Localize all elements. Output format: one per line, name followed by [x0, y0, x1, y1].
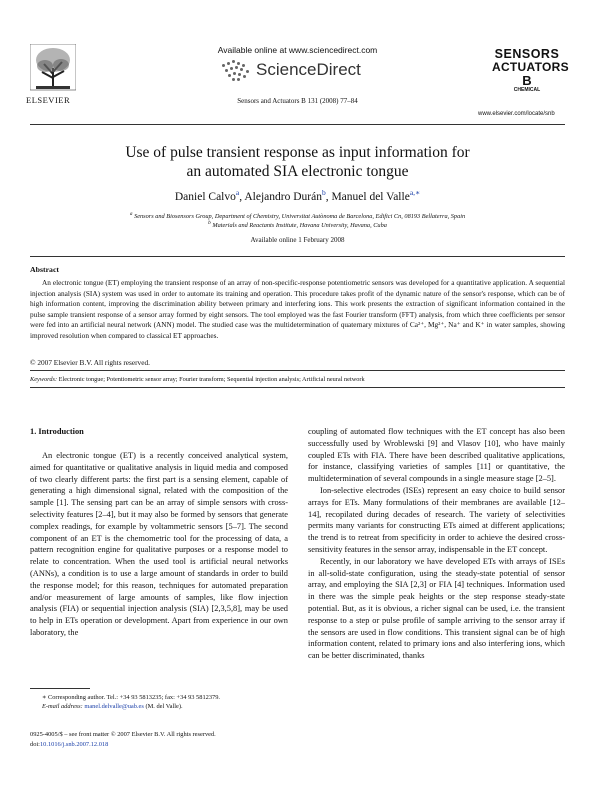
section-heading: 1. Introduction	[30, 427, 84, 436]
email-label: E-mail address:	[42, 703, 83, 710]
affiliation-text: Materials and Reactants Institute, Havana University, Havana, Cuba	[212, 222, 387, 230]
journal-logo	[492, 47, 569, 106]
paragraph: Ion-selective electrodes (ISEs) represent an easy choice to build sensor arrays for ETs. Many formulations of their membranes are available [12–14], recopilated during decades of research. The variety of selectivities permits many variants for constructing ETs aimed at different applications; the trend is to retreat from specificity in order to achieve the desired cross-sensitivity features in the sensor array, indispensable in the ET concept.	[308, 485, 565, 554]
left-column	[30, 450, 288, 639]
right-column	[308, 426, 565, 662]
sciencedirect-wordmark: ScienceDirect	[256, 60, 361, 79]
title-line-2: an automated SIA electronic tongue	[186, 163, 409, 180]
journal-citation: Sensors and Actuators B 131 (2008) 77–84	[237, 97, 358, 105]
journal-logo-line2: ACTUATORS	[492, 60, 569, 74]
sciencedirect-logo[interactable]	[222, 58, 392, 84]
author-affil-sup[interactable]: a,∗	[409, 188, 421, 197]
keywords	[30, 376, 570, 383]
email-link[interactable]: manel.delvalle@uab.es	[84, 703, 144, 710]
keywords-text: Electronic tongue; Potentiometric sensor array; Fourier transform; Sequential injection analysis; Artificial neural network	[58, 376, 365, 383]
issn-line: 0925-4005/$ – see front matter © 2007 Elsevier B.V. All rights reserved.	[30, 731, 216, 738]
email-suffix: (M. del Valle).	[145, 703, 183, 710]
abstract-bottom-rule	[30, 387, 565, 388]
affiliation-text: Sensors and Biosensors Group, Department of Chemistry, Universitat Autònoma de Barcelona, Edifici Cn, 08193 Bellaterra, Spain	[134, 213, 466, 221]
abstract-top-rule	[30, 256, 565, 257]
author-affil-sup[interactable]: b	[321, 188, 326, 197]
keywords-label: Keywords:	[30, 376, 58, 383]
affiliation	[0, 211, 595, 220]
doi-link[interactable]: 10.1016/j.snb.2007.12.018	[39, 740, 109, 748]
abstract-copyright: © 2007 Elsevier B.V. All rights reserved.	[30, 358, 150, 367]
doi-label: doi:	[30, 740, 40, 748]
journal-logo-line1: SENSORS	[494, 47, 560, 61]
abstract-mid-rule	[30, 370, 565, 371]
author-list: Daniel Calvo$^a$, Alejandro Durán$^b$, Manuel del Valle$^{a,∗}$	[174, 188, 421, 203]
paragraph: An electronic tongue (ET) is a recently conceived analytical system, aimed for quantitative or qualitative analysis in liquid media and composed of two clearly different parts: the first part is a sensing element, capable of generating a high dimensional signal, related with the composition of the sample [1]. The sensing part can be an array of simple sensors with cross-selectivity features [2–4], but it may also be formed by sensors that generate complex readings, for example by voltammetric sensors [5–7]. The second component of an ET is the chemometric tool for the processing of data, a pattern recognition engine for qualitative purposes or a response model to relate to concentration. When the used tool is artificial neural networks (ANNs), a condition is to use a large amount of standards in order to build the response model; for this reason, techniques for automated preparation and/or measurement of large amounts of samples, like flow injection analysis (FIA) or sequential injection analysis (SIA) [2,3,5,8], may be used to help in ETs operation or development. Apart from experience in our own laboratory, the	[30, 451, 288, 637]
email-line	[30, 702, 288, 711]
elsevier-tree-icon	[30, 44, 76, 96]
author-affil-sup[interactable]: a	[235, 188, 240, 197]
publisher-name: ELSEVIER	[26, 95, 71, 105]
footnote	[30, 693, 288, 711]
author-name: Manuel del Valle	[331, 190, 410, 203]
corresponding-author-note: ∗ Corresponding author. Tel.: +34 93 5813235; fax: +34 93 5812379.	[42, 694, 221, 701]
journal-logo-line3: B	[522, 73, 532, 88]
title-line-1: Use of pulse transient response as input information for	[125, 144, 470, 161]
paragraph: Recently, in our laboratory we have developed ETs with arrays of ISEs in all-solid-state configuration, using the steady-state potential of sensor array, and employing the SIA [2,3] or FIA [4] techniques. Information used in there was the simple peak heights or the step response steady-state potential. But, as it is obvious, a richer signal can be used, i.e. the transient response to a step or pulse profile of sample arriving to the sensor array if the sensors are used in flow conditions. This transient signal can be of high information content, related to primary ions and also interfering ions, which can be better discriminated, thanks	[308, 556, 565, 661]
abstract-text: An electronic tongue (ET) employing the transient response of an array of non-specific-response potentiometric sensors was developed for a quantitative application. A sequential injection analysis (SIA) system was used in order to automate its training and operation. This procedure takes profit of the dynamic nature of the sensor's response, which can be of high information content, improving the discrimination ability between primary and interfering ions. This work presents the extraction of significant information contained in the pulse sample transient response of a sensor array formed by eight sensors. The tool employed was the fast Fourier transform (FFT) analysis, from which three coefficients per sensor were fed into an artificial neural network (ANN) model. The studied case was the multidetermination of quaternary mixtures of Ca²⁺, Mg²⁺, Na⁺ and K⁺ in water samples, showing improved resolution when compared to classical ET approaches.	[30, 278, 565, 340]
affiliation-sup: a	[129, 211, 133, 217]
paragraph: coupling of automated flow techniques with the ET concept has also been successfully used by Wroblewski [9] and Vlasov [10], who have mainly coupled ETs with FIA. There have been described qualitative applications, for instance, classifying varieties of samples [11] or quantitative, the multidetermination of several compounds in a single measure stage [2–5].	[308, 427, 565, 484]
author-name: Alejandro Durán	[244, 190, 322, 203]
affiliation	[0, 220, 595, 229]
abstract-heading: Abstract	[30, 265, 60, 274]
bottom-info	[30, 730, 216, 749]
author-name: Daniel Calvo	[174, 190, 236, 203]
header-rule	[30, 124, 565, 125]
available-online-header: Available online at www.sciencedirect.com	[217, 45, 378, 55]
journal-url[interactable]: www.elsevier.com/locate/snb	[478, 111, 555, 117]
sciencedirect-dots-icon	[222, 60, 252, 82]
doi-line	[30, 740, 216, 750]
footnote-rule	[30, 688, 90, 689]
journal-logo-line4: CHEMICAL	[513, 87, 541, 93]
available-online-date: Available online 1 February 2008	[250, 236, 345, 244]
affiliation-sup: b	[208, 220, 211, 226]
article-title	[0, 143, 595, 181]
